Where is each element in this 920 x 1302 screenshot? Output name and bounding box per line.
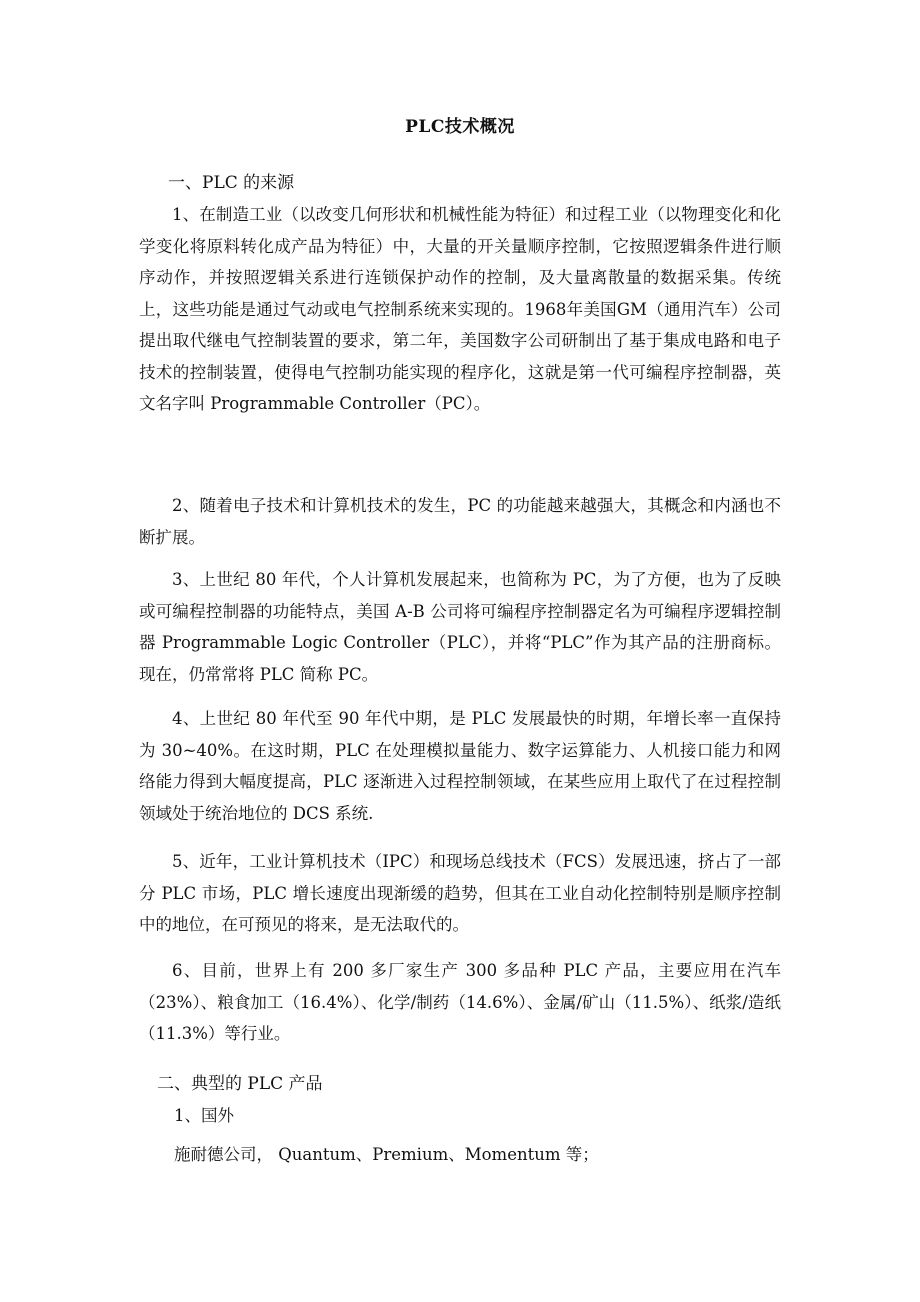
paragraph-3: 3、上世纪 80 年代，个人计算机发展起来，也简称为 PC，为了方便，也为了反映或可编程控制器的功能特点，美国 A-B 公司将可编程序控制器定名为可编程序逻辑控制器 Programmable Logic Controller（PLC），并将“PLC”作为其产品的注册商标。现在，仍常常将 PLC 简称 PC。 <box>139 570 781 684</box>
paragraph-6: 6、目前，世界上有 200 多厂家生产 300 多品种 PLC 产品，主要应用在汽车（23%）、粮食加工（16.4%）、化学/制药（14.6%）、金属/矿山（11.5%）、纸浆/造纸（11.3%）等行业。 <box>139 961 781 1043</box>
paragraph-1: 1、在制造工业（以改变几何形状和机械性能为特征）和过程工业（以物理变化和化学变化将原料转化成产品为特征）中，大量的开关量顺序控制，它按照逻辑条件进行顺序动作，并按照逻辑关系进行连锁保护动作的控制，及大量离散量的数据采集。传统上，这些功能是通过气动或电气控制系统来实现的。1968年美国GM（通用汽车）公司提出取代继电气控制装置的要求，第二年，美国数字公司研制出了基于集成电路和电子技术的控制装置，使得电气控制功能实现的程序化，这就是第一代可编程序控制器，英文名字叫 Programmable Controller（PC）。 <box>139 205 781 413</box>
section-heading-products: 二、典型的 PLC 产品 <box>157 1074 323 1094</box>
paragraph-5: 5、近年，工业计算机技术（IPC）和现场总线技术（FCS）发展迅速，挤占了一部分 PLC 市场，PLC 增长速度出现渐缓的趋势，但其在工业自动化控制特别是顺序控制中的地位，在可预见的将来，是无法取代的。 <box>139 852 781 934</box>
section-heading-origin: 一、PLC 的来源 <box>168 173 295 193</box>
paragraph-4: 4、上世纪 80 年代至 90 年代中期，是 PLC 发展最快的时期，年增长率一直保持为 30~40%。在这时期，PLC 在处理模拟量能力、数字运算能力、人机接口能力和网络能力得到大幅度提高，PLC 逐渐进入过程控制领域，在某些应用上取代了在过程控制领域处于统治地位的 DCS 系统. <box>139 709 781 823</box>
schneider-products-line: 施耐德公司， Quantum、Premium、Momentum 等； <box>174 1145 599 1164</box>
document-title: PLC技术概况 <box>405 117 515 137</box>
subsection-abroad: 1、国外 <box>174 1106 234 1125</box>
paragraph-2: 2、随着电子技术和计算机技术的发生，PC 的功能越来越强大，其概念和内涵也不断扩展。 <box>139 496 781 547</box>
